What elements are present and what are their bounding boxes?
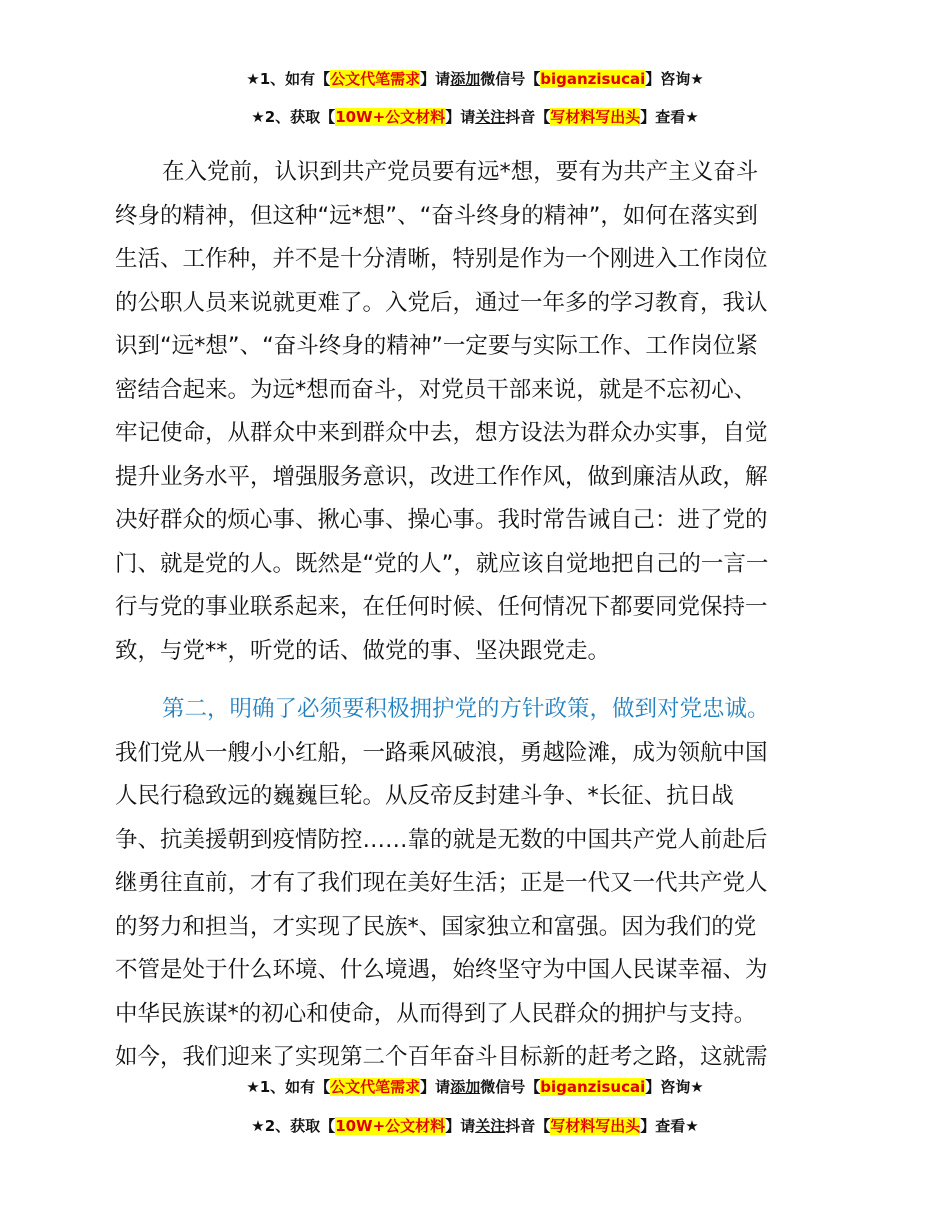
banner-text: 】请 <box>420 1078 451 1096</box>
paragraph-1 <box>115 151 840 673</box>
banner-text: 抖音【 <box>505 108 551 126</box>
banner-underline: 添加 <box>450 1078 481 1096</box>
banner-highlight: biganzisucai <box>540 70 646 88</box>
paragraph-line: 致，与党**，听党的话、做党的事、坚决跟党走。 <box>115 637 611 664</box>
banner-underline: 关注 <box>475 1117 506 1135</box>
paragraph-line: 识到“远*想”、“奋斗终身的精神”一定要与实际工作、工作岗位紧 <box>115 333 758 359</box>
banner-highlight: 公文代笔需求 <box>330 70 421 88</box>
banner-text: 微信号【 <box>480 70 541 88</box>
paragraph-line: 继勇往直前，才有了我们现在美好生活；正是一代又一代共产党人 <box>115 870 768 896</box>
paragraph-line: 门、就是党的人。既然是“党的人”，就应该自觉地把自己的一言一 <box>115 550 769 577</box>
paragraph-line: 生活、工作种，并不是十分清晰，特别是作为一个刚进入工作岗位 <box>115 246 768 272</box>
banner-highlight: 公文代笔需求 <box>330 1078 421 1096</box>
banner-text: 微信号【 <box>480 1078 541 1096</box>
paragraph-line: 在入党前，认识到共产党员要有远*想，要有为共产主义奋斗 <box>162 159 759 185</box>
banner-underline: 关注 <box>475 108 506 126</box>
paragraph-line: 如今，我们迎来了实现第二个百年奋斗目标新的赶考之路，这就需 <box>115 1044 768 1070</box>
paragraph-line: 行与党的事业联系起来，在任何时候、任何情况下都要同党保持一 <box>115 594 768 620</box>
paragraph-line: 中华民族谋*的初心和使命，从而得到了人民群众的拥护与支持。 <box>115 1000 757 1027</box>
paragraph-line: 争、抗美援朝到疫情防控……靠的就是无数的中国共产党人前赴后 <box>115 826 768 853</box>
banner-text: 】请 <box>445 108 476 126</box>
paragraph-line: 决好群众的烦心事、揪心事、操心事。我时常告诫自己：进了党的 <box>115 507 768 533</box>
banner-text: 】请 <box>445 1117 476 1135</box>
paragraph-line: 我们党从一艘小小红船，一路乘风破浪，勇越险滩，成为领航中国 <box>115 739 768 766</box>
paragraph-2 <box>115 688 840 1080</box>
banner-text: ★2、获取【 <box>251 1117 336 1135</box>
banner-text: 】咨询★ <box>645 1078 704 1096</box>
top-banner-line-2 <box>0 106 950 128</box>
banner-text: ★1、如有【 <box>246 70 331 88</box>
section-heading: 第二，明确了必须要积极拥护党的方针政策，做到对党忠诚。 <box>162 696 770 722</box>
banner-text: ★1、如有【 <box>246 1078 331 1096</box>
banner-text: 抖音【 <box>505 1117 551 1135</box>
banner-text: 】查看★ <box>640 1117 699 1135</box>
paragraph-line: 的公职人员来说就更难了。入党后，通过一年多的学习教育，我认 <box>115 289 768 316</box>
banner-text: 】咨询★ <box>645 70 704 88</box>
top-banner-line-1 <box>0 68 950 90</box>
banner-text: 】请 <box>420 70 451 88</box>
banner-highlight: 写材料写出头 <box>550 1117 641 1135</box>
bottom-banner-line-1 <box>0 1076 950 1098</box>
banner-underline: 添加 <box>450 70 481 88</box>
paragraph-line: 不管是处于什么环境、什么境遇，始终坚守为中国人民谋幸福、为 <box>115 957 768 983</box>
banner-text: ★2、获取【 <box>251 108 336 126</box>
paragraph-line: 终身的精神，但这种“远*想”、“奋斗终身的精神”，如何在落实到 <box>115 202 758 229</box>
banner-highlight: 10W+公文材料 <box>335 1117 446 1135</box>
paragraph-line: 牢记使命，从群众中来到群众中去，想方设法为群众办实事，自觉 <box>115 420 768 446</box>
banner-highlight: biganzisucai <box>540 1078 646 1096</box>
paragraph-line: 提升业务水平，增强服务意识，改进工作作风，做到廉洁从政，解 <box>115 463 768 490</box>
paragraph-line: 人民行稳致远的巍巍巨轮。从反帝反封建斗争、*长征、抗日战 <box>115 783 734 809</box>
paragraph-line: 的努力和担当，才实现了民族*、国家独立和富强。因为我们的党 <box>115 913 757 940</box>
paragraph-line: 密结合起来。为远*想而奋斗，对党员干部来说，就是不忘初心、 <box>115 376 757 403</box>
banner-text: 】查看★ <box>640 108 699 126</box>
bottom-banner-line-2 <box>0 1115 950 1137</box>
banner-highlight: 10W+公文材料 <box>335 108 446 126</box>
banner-highlight: 写材料写出头 <box>550 108 641 126</box>
